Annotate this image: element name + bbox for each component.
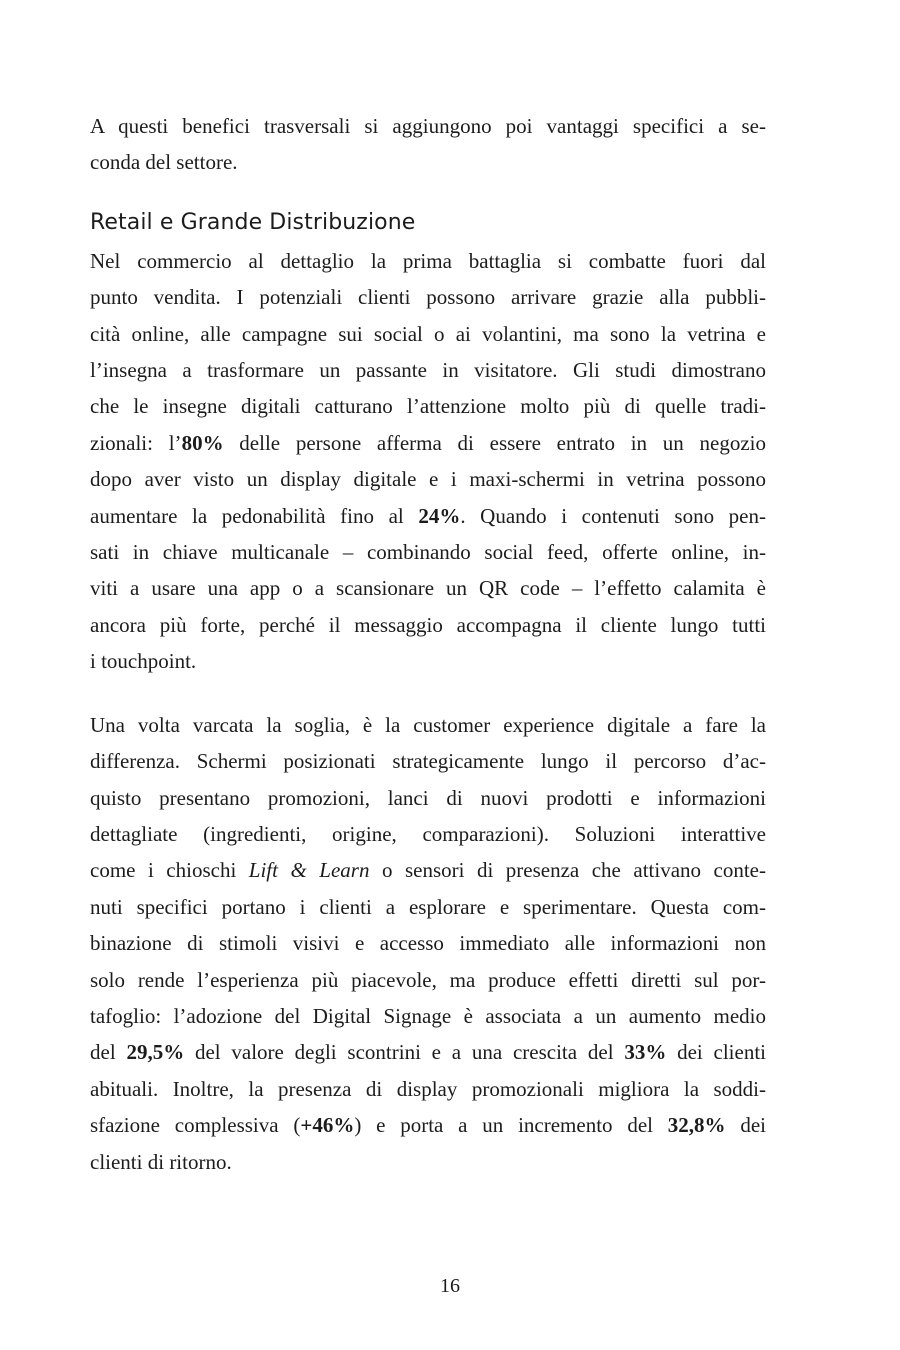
text-segment: dei clienti [666, 1040, 767, 1065]
text-segment: aumentare la pedonabilità fino al [90, 503, 419, 528]
text-segment: . Quando i contenuti sono pen- [460, 503, 766, 528]
text-line: Nel commercio al dettaglio la prima battaglia si combatte fuori dal [90, 248, 766, 273]
stat-highlight: 32,8% [667, 1113, 726, 1138]
retail-paragraph [90, 243, 766, 680]
product-name-italic: Lift & Learn [248, 858, 370, 883]
text-line: quisto presentano promozioni, lanci di nuovi prodotti e informazioni [90, 785, 766, 810]
intro-line: conda del settore. [90, 150, 238, 175]
text-line [90, 498, 766, 534]
text-line [90, 1034, 766, 1070]
stat-highlight: +46% [300, 1113, 355, 1138]
text-line: l’insegna a trasformare un passante in visitatore. Gli studi dimostrano [90, 358, 766, 383]
text-line: differenza. Schermi posizionati strategicamente lungo il percorso d’ac- [90, 749, 766, 774]
text-line: che le insegne digitali catturano l’attenzione molto più di quelle tradi- [90, 394, 766, 419]
stat-highlight: 24% [418, 503, 461, 528]
text-line: dettagliate (ingredienti, origine, comparazioni). Soluzioni interattive [90, 821, 766, 846]
text-line: ancora più forte, perché il messaggio accompagna il cliente lungo tutti [90, 612, 766, 637]
text-line: viti a usare una app o a scansionare un QR code – l’effetto calamita è [90, 576, 766, 601]
text-segment: del [90, 1040, 127, 1065]
page-number: 16 [440, 1275, 460, 1297]
text-segment: delle persone afferma di essere entrato in un negozio [223, 430, 767, 455]
text-line: abituali. Inoltre, la presenza di display promozionali migliora la soddi- [90, 1076, 766, 1101]
text-line: solo rende l’esperienza più piacevole, ma produce effetti diretti sul por- [90, 967, 766, 992]
text-line: clienti di ritorno. [90, 1149, 232, 1174]
text-segment: sfazione complessiva ( [90, 1113, 301, 1138]
section-heading: Retail e Grande Distribuzione [90, 209, 416, 235]
text-line: Una volta varcata la soglia, è la customer experience digitale a fare la [90, 712, 766, 737]
text-line: cità online, alle campagne sui social o ai volantini, ma sono la vetrina e [90, 321, 766, 346]
text-line: punto vendita. I potenziali clienti possono arrivare grazie alla pubbli- [90, 285, 766, 310]
stat-highlight: 33% [624, 1040, 667, 1065]
text-segment: zionali: l’ [90, 430, 182, 455]
text-segment: del valore degli scontrini e a una crescita del [184, 1040, 625, 1065]
intro-paragraph [90, 108, 766, 181]
text-segment: o sensori di presenza che attivano conte- [369, 858, 766, 883]
text-segment: dei [725, 1113, 766, 1138]
page-body [90, 108, 766, 1180]
experience-paragraph [90, 707, 766, 1180]
text-line [90, 425, 766, 461]
stat-highlight: 29,5% [126, 1040, 185, 1065]
text-line [90, 1107, 766, 1143]
text-line: binazione di stimoli visivi e accesso immediato alle informazioni non [90, 931, 766, 956]
text-segment: come i chioschi [90, 858, 249, 883]
text-segment: ) e porta a un incremento del [354, 1113, 668, 1138]
text-line: dopo aver visto un display digitale e i maxi-schermi in vetrina possono [90, 467, 766, 492]
text-line: i touchpoint. [90, 649, 197, 674]
stat-highlight: 80% [181, 430, 224, 455]
text-line: sati in chiave multicanale – combinando social feed, offerte online, in- [90, 540, 766, 565]
text-line: nuti specifici portano i clienti a esplorare e sperimentare. Questa com- [90, 894, 766, 919]
intro-line: A questi benefici trasversali si aggiungono poi vantaggi specifici a se- [90, 114, 766, 138]
text-line [90, 852, 766, 888]
text-line: tafoglio: l’adozione del Digital Signage è associata a un aumento medio [90, 1003, 766, 1028]
